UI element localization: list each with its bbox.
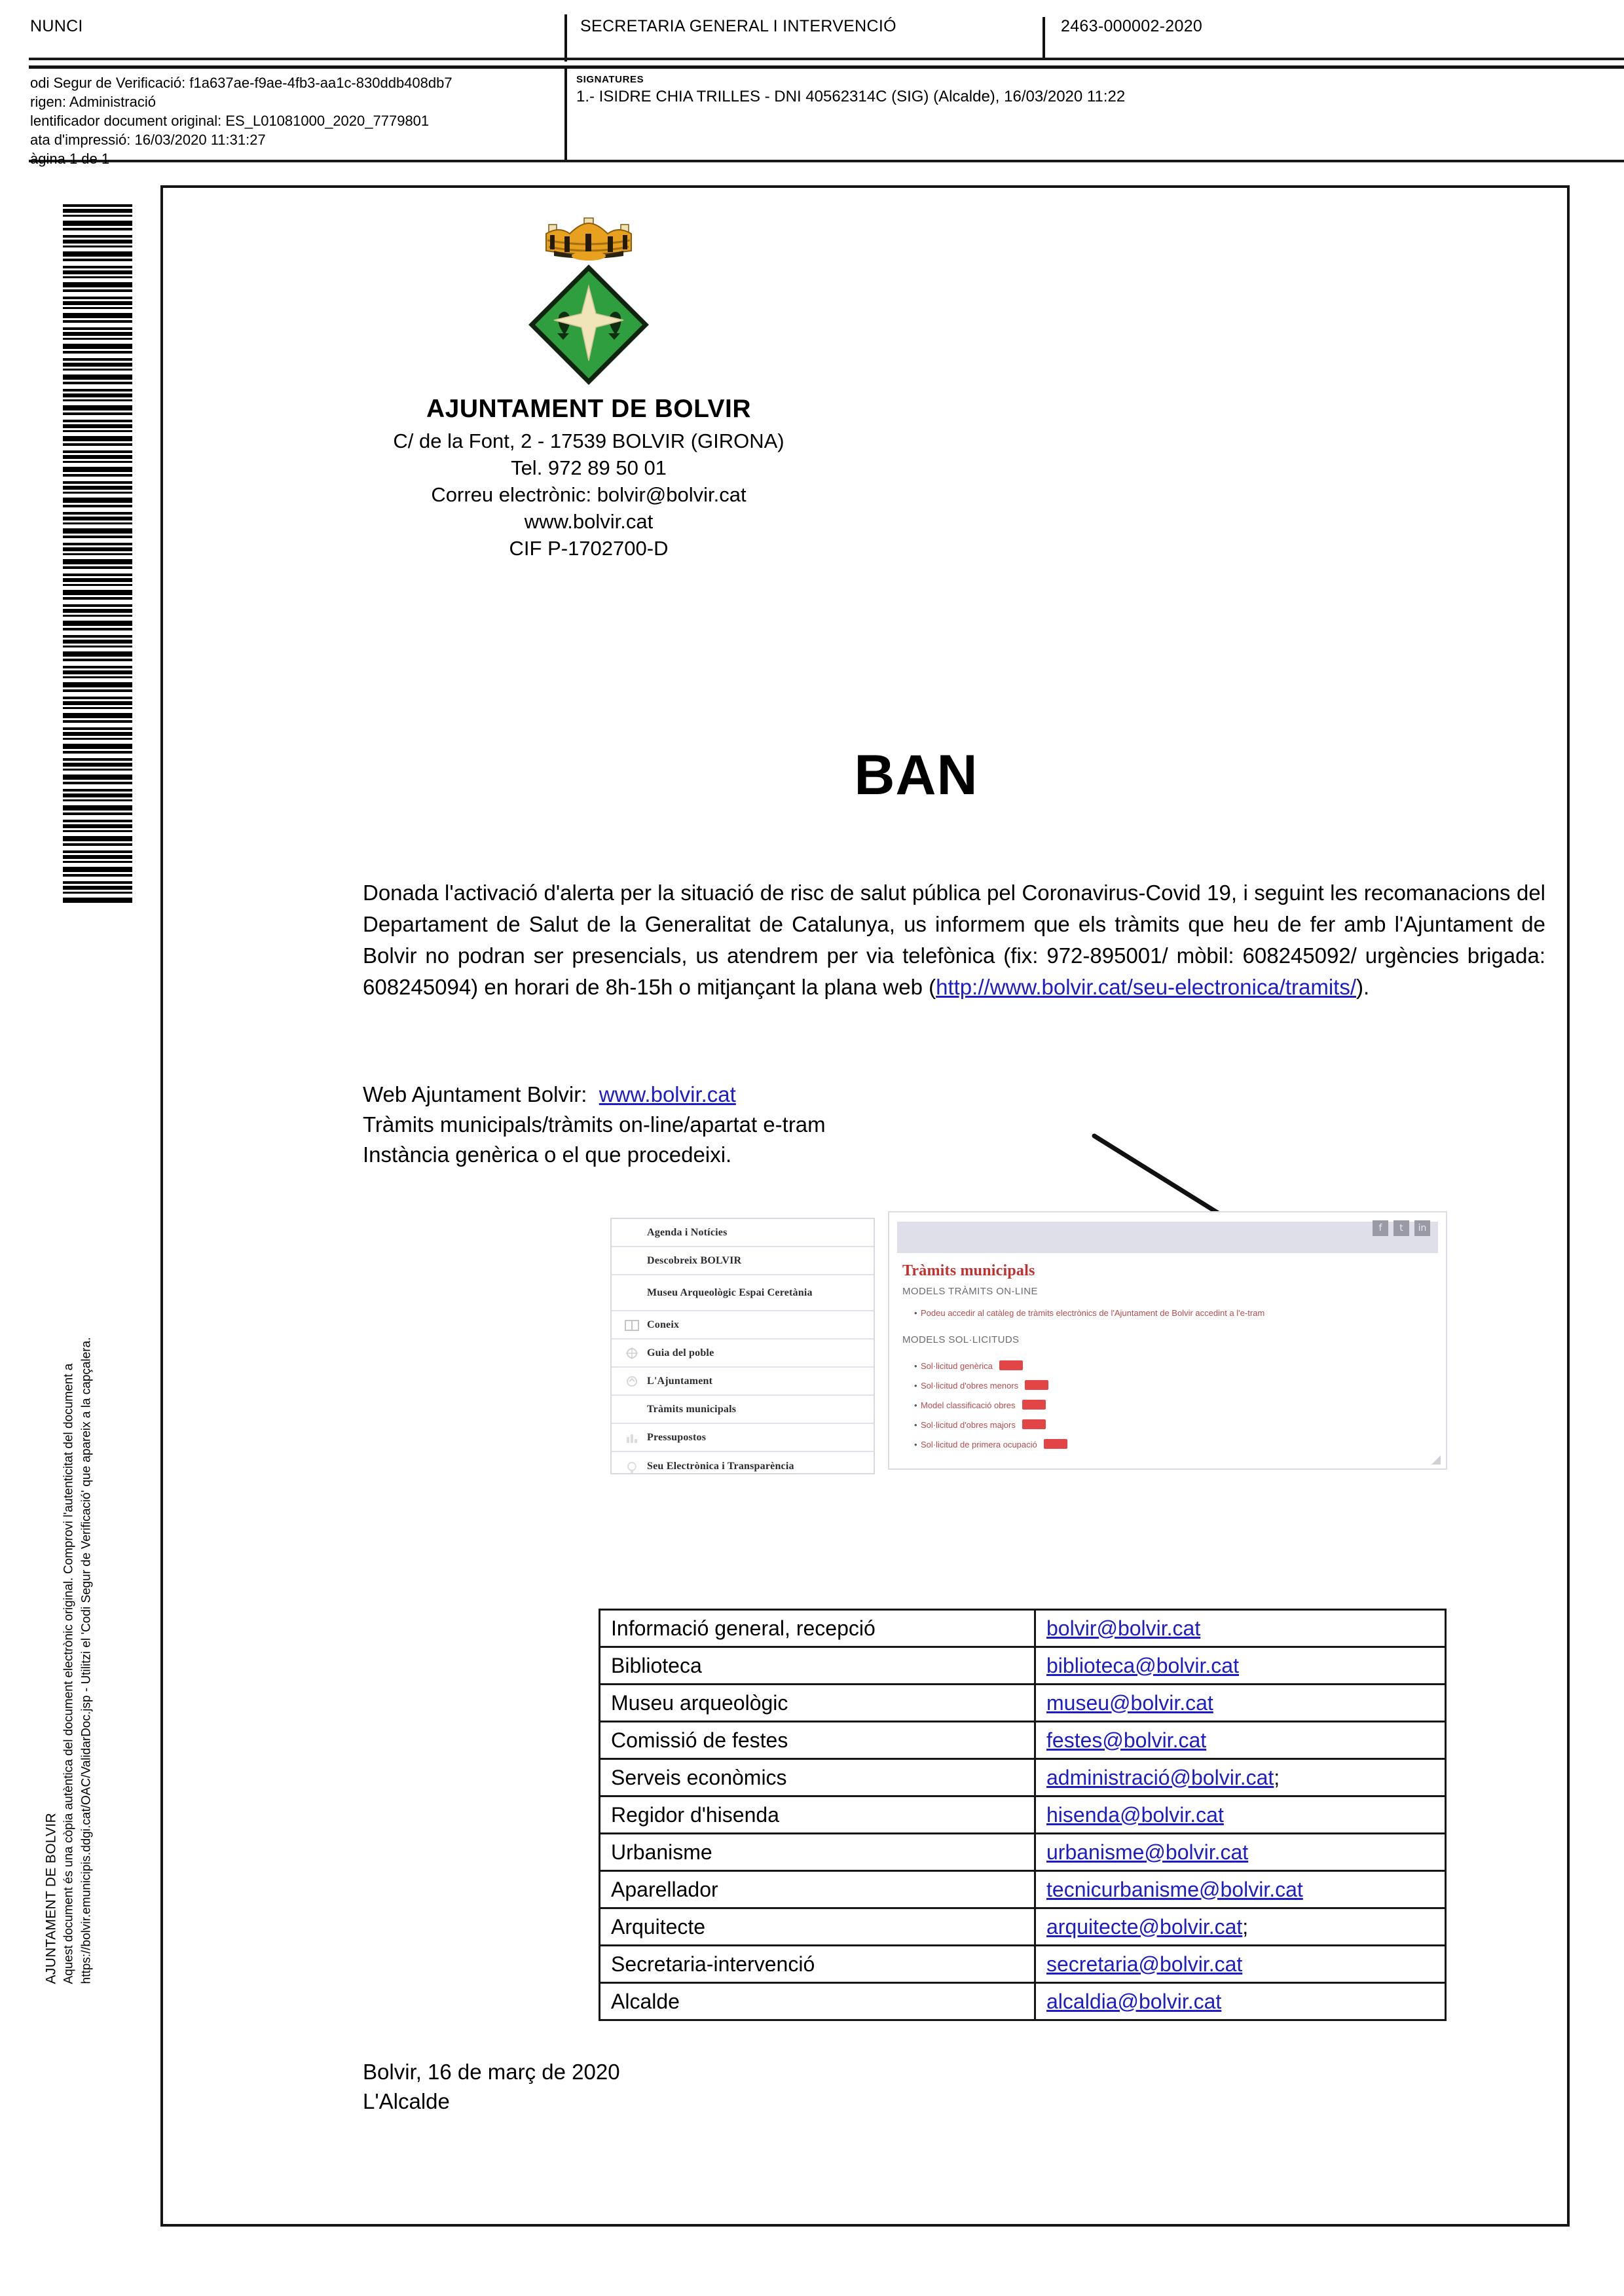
header-department-label: SECRETARIA GENERAL I INTERVENCIÓ <box>580 17 896 35</box>
site-bullet-etram[interactable] <box>914 1308 1264 1318</box>
bullet-dot: • <box>914 1400 917 1410</box>
header-rule-top-2 <box>29 65 1624 69</box>
department-email-table <box>599 1609 1447 2021</box>
organisation-name: AJUNTAMENT DE BOLVIR <box>426 395 752 423</box>
table-cell-department: Arquitecte <box>600 1908 1035 1946</box>
signatures-heading: SIGNATURES <box>576 74 644 85</box>
building-icon <box>622 1374 642 1389</box>
site-sidebar-nav <box>610 1218 875 1474</box>
bolvir-coat-of-arms-icon <box>523 214 654 386</box>
pdf-badge-icon <box>999 1360 1023 1370</box>
sidebar-item-label: Pressupostos <box>647 1432 707 1443</box>
email-link[interactable]: alcaldia@bolvir.cat <box>1046 1989 1222 2013</box>
site-bullet-primera-ocupacio[interactable] <box>914 1439 1067 1449</box>
table-row <box>600 1834 1446 1871</box>
place-and-date: Bolvir, 16 de març de 2020 <box>363 2060 620 2084</box>
table-cell-department: Museu arqueològic <box>600 1685 1035 1722</box>
csv-line: àgina 1 de 1 <box>30 151 110 167</box>
site-bullet-text: Sol·licitud d'obres majors <box>921 1420 1016 1430</box>
phone-line: Tel. 972 89 50 01 <box>511 456 667 479</box>
site-page-title: Tràmits municipals <box>902 1262 1035 1279</box>
pdf-badge-icon <box>1022 1419 1046 1429</box>
table-cell-email <box>1035 1759 1446 1796</box>
letterhead <box>360 214 818 562</box>
table-cell-department: Regidor d'hisenda <box>600 1796 1035 1834</box>
header-divider-1 <box>564 14 567 62</box>
sidebar-item-tramits[interactable] <box>612 1396 874 1424</box>
margin-authenticity-legend <box>43 1140 96 1984</box>
web-line-3: Instància genèrica o el que procedeixi. <box>363 1142 732 1167</box>
table-cell-email <box>1035 1796 1446 1834</box>
csv-line: odi Segur de Verificació: f1a637ae-f9ae-4fb3-aa1c-830ddb408db7 <box>30 75 452 91</box>
embedded-website-screenshot <box>610 1211 1447 1474</box>
email-suffix: ; <box>1242 1914 1249 1939</box>
table-row <box>600 1908 1446 1946</box>
email-link[interactable]: biblioteca@bolvir.cat <box>1046 1653 1239 1677</box>
signer-role: L'Alcalde <box>363 2089 450 2113</box>
table-cell-email <box>1035 1722 1446 1759</box>
document-title: BAN <box>854 744 978 807</box>
site-bullet-text: Podeu accedir al catàleg de tràmits electrònics de l'Ajuntament de Bolvir accedint a l'e-tram <box>921 1308 1265 1318</box>
pdf-badge-icon <box>1022 1400 1046 1410</box>
header-divider-3 <box>564 68 567 161</box>
sidebar-item-label: Museu Arqueològic Espai Ceretània <box>647 1287 813 1298</box>
sidebar-item-guia[interactable] <box>612 1339 874 1368</box>
sidebar-item-ajuntament[interactable] <box>612 1368 874 1396</box>
csv-line: ata d'impressió: 16/03/2020 11:31:27 <box>30 132 266 148</box>
linkedin-icon[interactable]: in <box>1414 1220 1430 1236</box>
table-cell-department: Biblioteca <box>600 1647 1035 1685</box>
header-divider-2 <box>1043 17 1045 60</box>
crown-icon <box>540 214 638 261</box>
table-cell-department: Urbanisme <box>600 1834 1035 1871</box>
sidebar-item-pressupostos[interactable] <box>612 1424 874 1452</box>
table-cell-department: Comissió de festes <box>600 1722 1035 1759</box>
website-line: www.bolvir.cat <box>524 510 654 533</box>
email-suffix: ; <box>1274 1765 1280 1789</box>
table-cell-email <box>1035 1908 1446 1946</box>
site-section-heading-2: MODELS SOL·LICITUDS <box>902 1334 1020 1345</box>
table-cell-email <box>1035 1610 1446 1647</box>
margin-legend-line-1: Aquest document és una còpia autèntica del document electrònic original. Comprovi l'autenticitat del document a <box>62 1363 76 1984</box>
body-text-part-2: ). <box>1356 975 1370 999</box>
cif-line: CIF P-1702700-D <box>509 537 669 560</box>
table-cell-department: Alcalde <box>600 1983 1035 2020</box>
sidebar-item-museu[interactable] <box>612 1275 874 1311</box>
web-line-2: Tràmits municipals/tràmits on-line/apartat e-tram <box>363 1112 826 1137</box>
body-paragraph <box>363 877 1545 1003</box>
email-link[interactable]: secretaria@bolvir.cat <box>1046 1952 1243 1976</box>
signature-entry: 1.- ISIDRE CHIA TRILLES - DNI 40562314C (SIG) (Alcalde), 16/03/2020 11:22 <box>576 88 1126 105</box>
table-cell-email <box>1035 1871 1446 1908</box>
sidebar-item-label: Tràmits municipals <box>647 1404 737 1415</box>
site-bullet-obres-majors[interactable] <box>914 1419 1046 1430</box>
bullet-dot: • <box>914 1420 917 1430</box>
header-rule-top <box>29 58 1624 60</box>
table-row <box>600 1647 1446 1685</box>
sidebar-item-label: Agenda i Notícies <box>647 1227 728 1238</box>
signatures-block <box>576 73 1125 107</box>
table-row <box>600 1983 1446 2020</box>
csv-line: rigen: Administració <box>30 94 156 110</box>
table-cell-department: Aparellador <box>600 1871 1035 1908</box>
table-row <box>600 1610 1446 1647</box>
bullet-dot: • <box>914 1361 917 1371</box>
email-link[interactable]: tecnicurbanisme@bolvir.cat <box>1046 1877 1303 1901</box>
table-row <box>600 1722 1446 1759</box>
table-cell-department: Informació general, recepció <box>600 1610 1035 1647</box>
table-cell-email <box>1035 1946 1446 1983</box>
sidebar-item-label: Seu Electrònica i Transparència <box>647 1461 794 1472</box>
email-link[interactable]: arquitecte@bolvir.cat <box>1046 1914 1243 1939</box>
csv-line: lentificador document original: ES_L01081000_2020_7779801 <box>30 113 430 129</box>
compass-icon <box>622 1346 642 1360</box>
table-row <box>600 1685 1446 1722</box>
book-icon <box>622 1318 642 1332</box>
site-bullet-generica[interactable] <box>914 1360 1023 1371</box>
header-anunci-label: NUNCI <box>30 17 83 35</box>
sidebar-item-seu-electronica[interactable] <box>612 1452 874 1480</box>
scan-header-bar <box>0 0 1624 167</box>
table-cell-department: Secretaria-intervenció <box>600 1946 1035 1983</box>
facebook-icon[interactable]: f <box>1373 1220 1388 1236</box>
sidebar-item-label: L'Ajuntament <box>647 1376 713 1387</box>
site-section-heading-1: MODELS TRÀMITS ON-LINE <box>902 1286 1038 1297</box>
web-line-1 <box>363 1080 1214 1110</box>
table-cell-department: Serveis econòmics <box>600 1759 1035 1796</box>
resize-corner-icon <box>1431 1455 1441 1465</box>
site-bullet-text: Sol·licitud d'obres menors <box>921 1381 1019 1391</box>
sidebar-item-agenda[interactable] <box>612 1219 874 1247</box>
site-topbar <box>897 1222 1438 1253</box>
email-link[interactable]: bolvir@bolvir.cat <box>1046 1616 1201 1640</box>
email-link[interactable]: urbanisme@bolvir.cat <box>1046 1840 1249 1864</box>
web-instructions-block <box>363 1080 1214 1170</box>
table-cell-email <box>1035 1647 1446 1685</box>
email-link[interactable]: hisenda@bolvir.cat <box>1046 1802 1224 1827</box>
header-expedient-number: 2463-000002-2020 <box>1061 17 1203 35</box>
margin-legend-line-2: https://bolvir.emunicipis.ddgi.cat/OAC/ValidarDoc.jsp - Utilitzi el 'Codi Segur de Verificació' que apareix a la capçalera. <box>79 1337 94 1984</box>
sidebar-item-label: Coneix <box>647 1319 680 1330</box>
csv-verification-block <box>30 73 452 168</box>
bullet-dot: • <box>914 1381 917 1391</box>
body-text-part-1: Donada l'activació d'alerta per la situació de risc de salut pública pel Coronavirus-Covid 19, i seguint les recomanacions del Departament de Salut de la Generalitat de Catalunya, us informem que els tràmits que heu de fer amb l'Ajuntament de Bolvir no podran ser presencials, us atendrem per via telefònica (fix: 972-895001/ mòbil: 608245092/ urgències brigada: 608245094) en horari de 8h-15h o mitjançant la plana web ( <box>363 881 1545 999</box>
site-bullet-classificacio[interactable] <box>914 1400 1046 1410</box>
sign-off-block <box>363 2057 620 2116</box>
table-cell-email <box>1035 1983 1446 2020</box>
sidebar-item-label: Descobreix BOLVIR <box>647 1255 742 1266</box>
table-row <box>600 1796 1446 1834</box>
site-main-panel <box>888 1211 1447 1470</box>
email-link[interactable]: festes@bolvir.cat <box>1046 1728 1207 1752</box>
bolvir-website-link[interactable]: www.bolvir.cat <box>599 1082 736 1106</box>
site-bullet-text: Sol·licitud genèrica <box>921 1361 993 1371</box>
table-row <box>600 1871 1446 1908</box>
vertical-barcode <box>63 204 132 905</box>
site-bullet-text: Model classificació obres <box>921 1400 1016 1410</box>
site-bullet-text: Sol·licitud de primera ocupació <box>921 1440 1037 1449</box>
margin-legend-title: AJUNTAMENT DE BOLVIR <box>43 1812 59 1984</box>
pdf-badge-icon <box>1044 1439 1067 1449</box>
site-bullet-obres-menors[interactable] <box>914 1380 1048 1391</box>
table-row <box>600 1759 1446 1796</box>
seal-icon <box>622 1459 642 1474</box>
chart-icon <box>622 1430 642 1445</box>
web-label: Web Ajuntament Bolvir: <box>363 1082 587 1106</box>
email-line: Correu electrònic: bolvir@bolvir.cat <box>431 483 747 506</box>
address-line: C/ de la Font, 2 - 17539 BOLVIR (GIRONA) <box>393 429 784 452</box>
sidebar-item-coneix[interactable] <box>612 1311 874 1339</box>
tramits-url-link[interactable]: http://www.bolvir.cat/seu-electronica/tramits/ <box>936 975 1357 999</box>
twitter-icon[interactable]: t <box>1393 1220 1409 1236</box>
table-cell-email <box>1035 1834 1446 1871</box>
sidebar-item-label: Guia del poble <box>647 1347 714 1358</box>
green-lozenge-shield-icon <box>528 264 650 386</box>
email-link[interactable]: museu@bolvir.cat <box>1046 1690 1213 1715</box>
bullet-dot: • <box>914 1308 917 1318</box>
pdf-badge-icon <box>1025 1380 1048 1390</box>
bullet-dot: • <box>914 1440 917 1449</box>
email-link[interactable]: administració@bolvir.cat <box>1046 1765 1274 1789</box>
table-row <box>600 1946 1446 1983</box>
document-page-frame <box>160 185 1570 2227</box>
table-cell-email <box>1035 1685 1446 1722</box>
sidebar-item-descobreix[interactable] <box>612 1247 874 1275</box>
